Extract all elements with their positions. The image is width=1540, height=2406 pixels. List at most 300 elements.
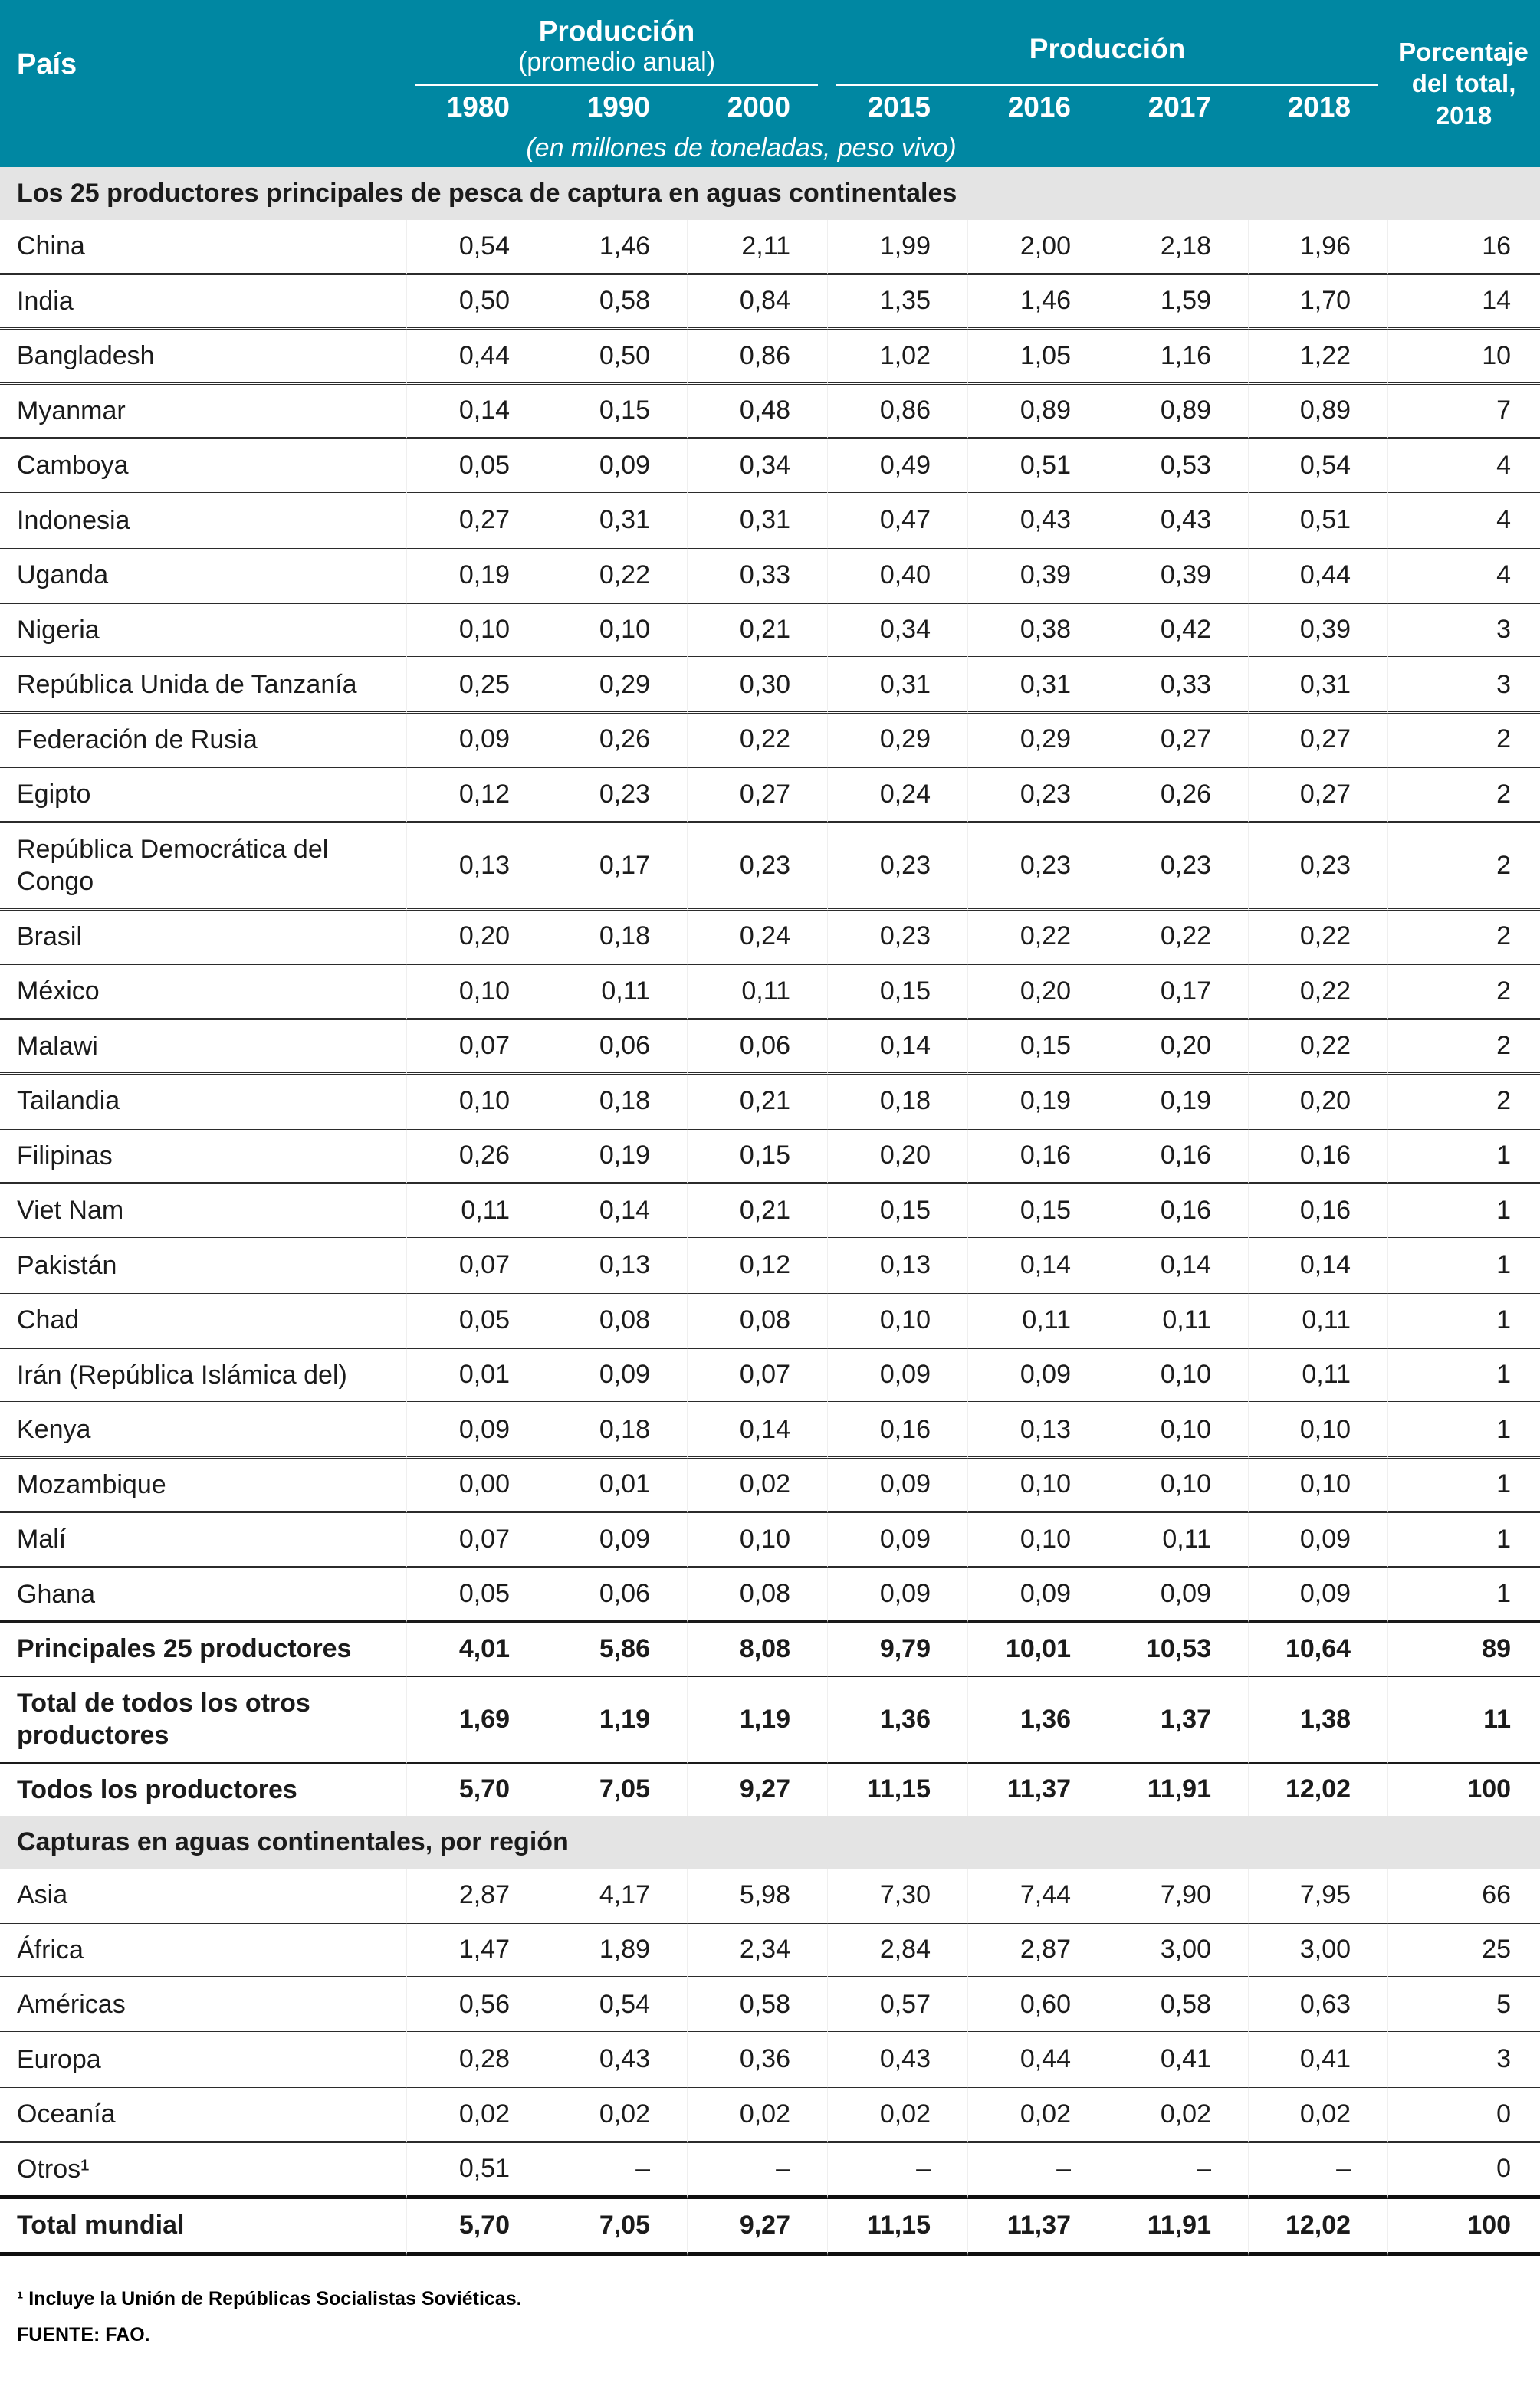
value-cell: 0,13 [547, 1239, 687, 1295]
value-cell: 10,64 [1248, 1623, 1387, 1677]
table-row [0, 1869, 1540, 1924]
value-cell: 7,44 [967, 1869, 1108, 1924]
value-cell: 0,02 [406, 2088, 547, 2143]
value-cell: 0,07 [406, 1513, 547, 1568]
value-cell: 0,56 [406, 1978, 547, 2033]
value-cell: 0,16 [1108, 1130, 1248, 1185]
value-cell: 0,23 [1108, 823, 1248, 911]
value-cell: 0,22 [547, 549, 687, 604]
value-cell: 11,37 [967, 1764, 1108, 1817]
year-header: 2018 [1248, 86, 1387, 129]
value-cell: 9,79 [827, 1623, 967, 1677]
value-cell: 0,02 [687, 2088, 827, 2143]
section-band-label: Los 25 productores principales de pesca de captura en aguas continentales [0, 167, 1540, 220]
year-header: 2015 [827, 86, 967, 129]
table-row [0, 494, 1540, 550]
table-row [0, 2199, 1540, 2256]
value-cell: 0,40 [827, 549, 967, 604]
value-cell: 0,14 [827, 1020, 967, 1075]
value-cell: 7,05 [547, 2199, 687, 2256]
value-cell: 0,24 [827, 768, 967, 823]
country-cell: Europa [0, 2033, 406, 2089]
year-header: 2016 [967, 86, 1108, 129]
value-cell: 5,86 [547, 1623, 687, 1677]
value-cell: 0,10 [1108, 1349, 1248, 1404]
value-cell: 11,91 [1108, 1764, 1248, 1817]
value-cell: 0,41 [1108, 2033, 1248, 2089]
country-cell: México [0, 965, 406, 1020]
value-cell: 0,42 [1108, 604, 1248, 659]
value-cell: 11,15 [827, 2199, 967, 2256]
value-cell: 0,11 [1248, 1349, 1387, 1404]
country-cell: Total mundial [0, 2199, 406, 2256]
percent-cell: 1 [1387, 1349, 1540, 1404]
footnote-1: ¹ Incluye la Unión de Repúblicas Socialistas Soviéticas. [17, 2287, 522, 2309]
value-cell: 0,89 [1108, 385, 1248, 440]
table-row [0, 220, 1540, 275]
value-cell: 0,10 [967, 1513, 1108, 1568]
country-cell: China [0, 220, 406, 275]
value-cell: 1,70 [1248, 275, 1387, 330]
recent-group-title: Producción [1029, 32, 1186, 64]
value-cell: 5,70 [406, 1764, 547, 1817]
value-cell: 0,00 [406, 1459, 547, 1514]
percent-cell: 25 [1387, 1924, 1540, 1979]
value-cell: 0,23 [1248, 823, 1387, 911]
value-cell: 0,39 [1108, 549, 1248, 604]
value-cell: 0,11 [1108, 1513, 1248, 1568]
value-cell: 0,09 [406, 1403, 547, 1459]
value-cell: 0,05 [406, 439, 547, 494]
country-cell: Américas [0, 1978, 406, 2033]
percent-cell: 1 [1387, 1239, 1540, 1295]
value-cell: 0,10 [967, 1459, 1108, 1514]
value-cell: – [687, 2143, 827, 2200]
value-cell: 0,24 [687, 911, 827, 966]
table-row [0, 330, 1540, 385]
historic-group-title: Producción [538, 15, 695, 48]
table-row [0, 714, 1540, 769]
value-cell: 0,09 [827, 1349, 967, 1404]
table-header [0, 0, 1540, 167]
value-cell: – [1248, 2143, 1387, 2200]
value-cell: 0,18 [547, 1403, 687, 1459]
value-cell: 0,33 [687, 549, 827, 604]
value-cell: 3,00 [1108, 1924, 1248, 1979]
value-cell: 0,08 [547, 1294, 687, 1349]
value-cell: 0,27 [1248, 768, 1387, 823]
value-cell: 0,86 [687, 330, 827, 385]
country-cell: Malawi [0, 1020, 406, 1075]
percent-cell: 0 [1387, 2088, 1540, 2143]
value-cell: 2,18 [1108, 220, 1248, 275]
value-cell: 0,23 [827, 911, 967, 966]
value-cell: 1,35 [827, 275, 967, 330]
value-cell: 5,98 [687, 1869, 827, 1924]
value-cell: 0,22 [1108, 911, 1248, 966]
table-row [0, 439, 1540, 494]
value-cell: 0,58 [547, 275, 687, 330]
country-cell: República Unida de Tanzanía [0, 658, 406, 714]
value-cell: 12,02 [1248, 1764, 1387, 1817]
value-cell: 1,05 [967, 330, 1108, 385]
country-cell: Indonesia [0, 494, 406, 550]
country-cell: Irán (República Islámica del) [0, 1349, 406, 1404]
value-cell: 0,09 [827, 1513, 967, 1568]
value-cell: 0,43 [547, 2033, 687, 2089]
value-cell: 1,19 [687, 1677, 827, 1764]
value-cell: 0,16 [1108, 1184, 1248, 1239]
value-cell: 1,19 [547, 1677, 687, 1764]
table-row [0, 2088, 1540, 2143]
value-cell: 0,14 [547, 1184, 687, 1239]
table-row [0, 385, 1540, 440]
value-cell: 0,13 [406, 823, 547, 911]
value-cell: 0,08 [687, 1294, 827, 1349]
value-cell: 0,19 [967, 1075, 1108, 1130]
group-underline [415, 84, 818, 86]
value-cell: 0,09 [1248, 1513, 1387, 1568]
value-cell: 0,29 [827, 714, 967, 769]
value-cell: 0,27 [687, 768, 827, 823]
value-cell: 0,22 [1248, 1020, 1387, 1075]
value-cell: 1,99 [827, 220, 967, 275]
value-cell: 0,21 [687, 1184, 827, 1239]
value-cell: 0,20 [1248, 1075, 1387, 1130]
value-cell: 0,44 [1248, 549, 1387, 604]
table-row [0, 275, 1540, 330]
value-cell: 10,01 [967, 1623, 1108, 1677]
table-row [0, 1623, 1540, 1677]
value-cell: 0,11 [547, 965, 687, 1020]
value-cell: 1,36 [827, 1677, 967, 1764]
table-row [0, 549, 1540, 604]
percent-cell: 14 [1387, 275, 1540, 330]
value-cell: – [827, 2143, 967, 2200]
table-row [0, 2033, 1540, 2089]
value-cell: 0,38 [967, 604, 1108, 659]
value-cell: 0,60 [967, 1978, 1108, 2033]
value-cell: 2,34 [687, 1924, 827, 1979]
value-cell: 0,51 [406, 2143, 547, 2200]
value-cell: 0,12 [687, 1239, 827, 1295]
value-cell: 0,15 [827, 1184, 967, 1239]
value-cell: 0,11 [687, 965, 827, 1020]
value-cell: 0,22 [1248, 911, 1387, 966]
value-cell: 0,18 [547, 911, 687, 966]
value-cell: 0,05 [406, 1294, 547, 1349]
value-cell: – [967, 2143, 1108, 2200]
historic-production-group-header [406, 0, 827, 86]
value-cell: 0,58 [687, 1978, 827, 2033]
value-cell: 0,01 [406, 1349, 547, 1404]
percent-cell: 2 [1387, 823, 1540, 911]
table-row [0, 1239, 1540, 1295]
value-cell: 0,13 [827, 1239, 967, 1295]
value-cell: 7,95 [1248, 1869, 1387, 1924]
value-cell: 0,27 [1108, 714, 1248, 769]
percent-cell: 4 [1387, 549, 1540, 604]
value-cell: 12,02 [1248, 2199, 1387, 2256]
value-cell: 0,14 [1248, 1239, 1387, 1295]
value-cell: 0,43 [967, 494, 1108, 550]
value-cell: 2,87 [406, 1869, 547, 1924]
percent-cell: 1 [1387, 1513, 1540, 1568]
value-cell: 0,50 [547, 330, 687, 385]
value-cell: 0,16 [1248, 1184, 1387, 1239]
value-cell: 0,17 [1108, 965, 1248, 1020]
footnotes [0, 2256, 1540, 2406]
value-cell: 0,09 [967, 1349, 1108, 1404]
value-cell: 4,01 [406, 1623, 547, 1677]
value-cell: 11,37 [967, 2199, 1108, 2256]
value-cell: 0,23 [827, 823, 967, 911]
value-cell: 0,53 [1108, 439, 1248, 494]
value-cell: 0,84 [687, 275, 827, 330]
country-cell: Nigeria [0, 604, 406, 659]
country-cell: Bangladesh [0, 330, 406, 385]
percent-cell: 4 [1387, 439, 1540, 494]
table-row [0, 1184, 1540, 1239]
value-cell: 0,02 [1108, 2088, 1248, 2143]
value-cell: 0,02 [687, 1459, 827, 1514]
value-cell: 0,31 [1248, 658, 1387, 714]
value-cell: 0,30 [687, 658, 827, 714]
value-cell: 0,06 [547, 1568, 687, 1623]
value-cell: 0,11 [406, 1184, 547, 1239]
section-band [0, 1816, 1540, 1869]
table-row [0, 2143, 1540, 2200]
country-cell: Principales 25 productores [0, 1623, 406, 1677]
value-cell: 0,16 [967, 1130, 1108, 1185]
value-cell: 1,36 [967, 1677, 1108, 1764]
percent-cell: 100 [1387, 2199, 1540, 2256]
percent-cell: 7 [1387, 385, 1540, 440]
country-cell: Brasil [0, 911, 406, 966]
country-cell: Otros¹ [0, 2143, 406, 2200]
value-cell: 2,84 [827, 1924, 967, 1979]
percent-cell: 0 [1387, 2143, 1540, 2200]
country-cell: Mozambique [0, 1459, 406, 1514]
country-cell: Camboya [0, 439, 406, 494]
value-cell: 2,00 [967, 220, 1108, 275]
table-row [0, 1924, 1540, 1979]
value-cell: 1,02 [827, 330, 967, 385]
value-cell: 0,41 [1248, 2033, 1387, 2089]
value-cell: 0,11 [1108, 1294, 1248, 1349]
country-column-header: País [0, 0, 406, 129]
year-header: 1990 [547, 86, 687, 129]
table-row [0, 1020, 1540, 1075]
country-cell: Malí [0, 1513, 406, 1568]
value-cell: 0,28 [406, 2033, 547, 2089]
table-row [0, 1764, 1540, 1817]
value-cell: 0,21 [687, 604, 827, 659]
percent-cell: 1 [1387, 1294, 1540, 1349]
value-cell: 0,49 [827, 439, 967, 494]
value-cell: 0,10 [687, 1513, 827, 1568]
value-cell: 9,27 [687, 1764, 827, 1817]
country-cell: Filipinas [0, 1130, 406, 1185]
value-cell: 0,09 [547, 439, 687, 494]
country-cell: Viet Nam [0, 1184, 406, 1239]
value-cell: 0,09 [406, 714, 547, 769]
header-groups-row [0, 0, 1540, 86]
value-cell: 0,48 [687, 385, 827, 440]
value-cell: 2,87 [967, 1924, 1108, 1979]
percent-cell: 100 [1387, 1764, 1540, 1817]
value-cell: 1,37 [1108, 1677, 1248, 1764]
value-cell: 0,36 [687, 2033, 827, 2089]
table-row [0, 1978, 1540, 2033]
table-row [0, 1403, 1540, 1459]
value-cell: 0,02 [1248, 2088, 1387, 2143]
value-cell: 2,11 [687, 220, 827, 275]
value-cell: 0,19 [1108, 1075, 1248, 1130]
value-cell: 0,10 [1108, 1459, 1248, 1514]
value-cell: 0,09 [827, 1459, 967, 1514]
country-cell: África [0, 1924, 406, 1979]
percent-cell: 2 [1387, 1075, 1540, 1130]
value-cell: 0,89 [1248, 385, 1387, 440]
value-cell: 0,31 [687, 494, 827, 550]
value-cell: 1,47 [406, 1924, 547, 1979]
value-cell: 0,02 [827, 2088, 967, 2143]
percent-column-header: Porcentaje del total, 2018 [1387, 0, 1540, 167]
value-cell: 0,54 [1248, 439, 1387, 494]
value-cell: 5,70 [406, 2199, 547, 2256]
value-cell: 0,18 [547, 1075, 687, 1130]
country-cell: Asia [0, 1869, 406, 1924]
value-cell: 0,19 [547, 1130, 687, 1185]
percent-cell: 1 [1387, 1459, 1540, 1514]
percent-cell: 11 [1387, 1677, 1540, 1764]
value-cell: 0,07 [687, 1349, 827, 1404]
value-cell: 0,20 [1108, 1020, 1248, 1075]
source-note: FUENTE: FAO. [17, 2323, 150, 2345]
value-cell: 0,20 [967, 965, 1108, 1020]
table-row [0, 768, 1540, 823]
percent-cell: 2 [1387, 714, 1540, 769]
value-cell: 0,31 [967, 658, 1108, 714]
year-header: 2000 [687, 86, 827, 129]
table-body [0, 167, 1540, 2256]
value-cell: 0,09 [967, 1568, 1108, 1623]
value-cell: 0,29 [547, 658, 687, 714]
value-cell: 0,06 [687, 1020, 827, 1075]
value-cell: 0,06 [547, 1020, 687, 1075]
value-cell: 1,59 [1108, 275, 1248, 330]
value-cell: 3,00 [1248, 1924, 1387, 1979]
percent-cell: 4 [1387, 494, 1540, 550]
value-cell: 0,20 [406, 911, 547, 966]
value-cell: 0,20 [827, 1130, 967, 1185]
percent-cell: 2 [1387, 768, 1540, 823]
value-cell: 0,16 [827, 1403, 967, 1459]
value-cell: 0,25 [406, 658, 547, 714]
recent-production-group-header [827, 0, 1387, 86]
value-cell: 0,14 [406, 385, 547, 440]
value-cell: 0,10 [827, 1294, 967, 1349]
country-cell: Pakistán [0, 1239, 406, 1295]
percent-cell: 2 [1387, 965, 1540, 1020]
table-row [0, 965, 1540, 1020]
value-cell: 11,91 [1108, 2199, 1248, 2256]
table-row [0, 1294, 1540, 1349]
country-cell: Kenya [0, 1403, 406, 1459]
table-row [0, 1075, 1540, 1130]
value-cell: 0,31 [547, 494, 687, 550]
table-row [0, 1130, 1540, 1185]
value-cell: 1,22 [1248, 330, 1387, 385]
value-cell: 0,29 [967, 714, 1108, 769]
percent-cell: 66 [1387, 1869, 1540, 1924]
value-cell: 0,10 [1108, 1403, 1248, 1459]
table-row [0, 604, 1540, 659]
value-cell: 0,33 [1108, 658, 1248, 714]
value-cell: 0,34 [827, 604, 967, 659]
value-cell: 1,38 [1248, 1677, 1387, 1764]
section-band [0, 167, 1540, 220]
value-cell: 0,63 [1248, 1978, 1387, 2033]
value-cell: 0,43 [827, 2033, 967, 2089]
value-cell: 0,10 [406, 1075, 547, 1130]
value-cell: 0,15 [827, 965, 967, 1020]
value-cell: – [547, 2143, 687, 2200]
value-cell: 0,10 [406, 604, 547, 659]
country-cell: Total de todos los otros productores [0, 1677, 406, 1764]
value-cell: 1,46 [547, 220, 687, 275]
table-row [0, 658, 1540, 714]
value-cell: 0,51 [967, 439, 1108, 494]
value-cell: 0,86 [827, 385, 967, 440]
value-cell: 0,05 [406, 1568, 547, 1623]
value-cell: 0,50 [406, 275, 547, 330]
percent-cell: 3 [1387, 2033, 1540, 2089]
value-cell: 0,19 [406, 549, 547, 604]
percent-cell: 16 [1387, 220, 1540, 275]
table-row [0, 1349, 1540, 1404]
value-cell: 1,69 [406, 1677, 547, 1764]
value-cell: 7,05 [547, 1764, 687, 1817]
table-row [0, 1568, 1540, 1623]
value-cell: 0,23 [687, 823, 827, 911]
value-cell: 0,02 [547, 2088, 687, 2143]
value-cell: 0,27 [406, 494, 547, 550]
value-cell: 0,09 [1108, 1568, 1248, 1623]
section-band-label: Capturas en aguas continentales, por región [0, 1816, 1540, 1869]
value-cell: 0,22 [1248, 965, 1387, 1020]
country-cell: Ghana [0, 1568, 406, 1623]
percent-cell: 1 [1387, 1184, 1540, 1239]
country-cell: Uganda [0, 549, 406, 604]
percent-cell: 10 [1387, 330, 1540, 385]
percent-cell: 2 [1387, 911, 1540, 966]
value-cell: 0,44 [967, 2033, 1108, 2089]
country-cell: Chad [0, 1294, 406, 1349]
value-cell: 0,22 [687, 714, 827, 769]
percent-cell: 3 [1387, 658, 1540, 714]
value-cell: 0,23 [547, 768, 687, 823]
value-cell: 0,15 [967, 1184, 1108, 1239]
country-cell: Oceanía [0, 2088, 406, 2143]
value-cell: 0,12 [406, 768, 547, 823]
value-cell: 0,39 [967, 549, 1108, 604]
value-cell: 0,01 [547, 1459, 687, 1514]
year-header: 1980 [406, 86, 547, 129]
group-underline [836, 84, 1378, 86]
value-cell: 0,34 [687, 439, 827, 494]
